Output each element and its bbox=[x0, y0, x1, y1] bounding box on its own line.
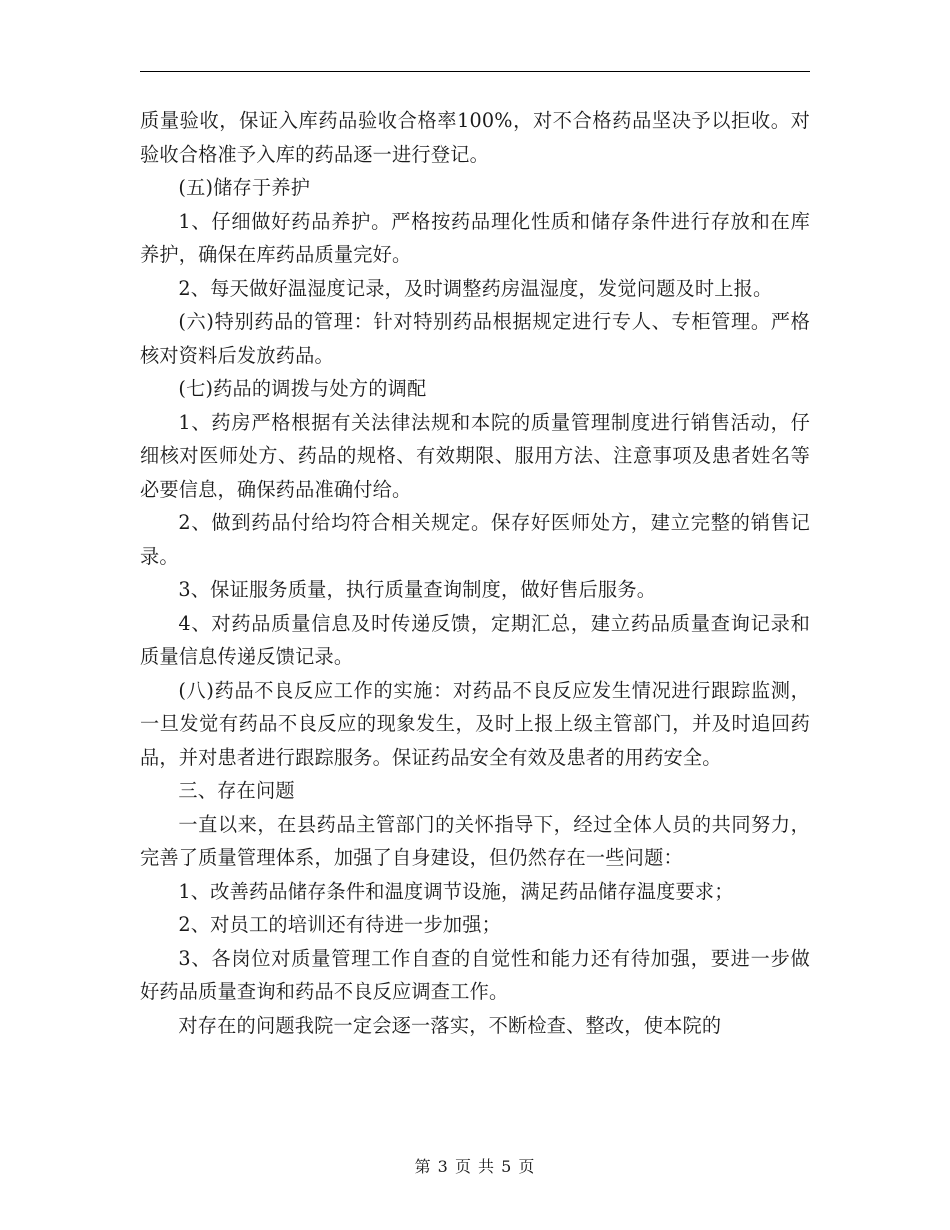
paragraph: 1、改善药品储存条件和温度调节设施，满足药品储存温度要求； bbox=[178, 879, 734, 903]
paragraph: 一直以来，在县药品主管部门的关怀指导下，经过全体人员的共同努力，完善了质量管理体系，加强了自身建设，但仍然存在一些问题： bbox=[140, 812, 810, 869]
paragraph: 2、每天做好温湿度记录，及时调整药房温湿度，发觉问题及时上报。 bbox=[178, 276, 773, 300]
paragraph: 2、对员工的培训还有待进一步加强； bbox=[178, 913, 501, 936]
section-heading: (五)储存于养护 bbox=[178, 176, 311, 199]
page-number: 第 3 页 共 5 页 bbox=[414, 1157, 536, 1176]
paragraph: 1、仔细做好药品养护。严格按药品理化性质和储存条件进行存放和在库养护，确保在库药品质量完好。 bbox=[140, 209, 810, 266]
document-body bbox=[140, 104, 810, 1042]
paragraph: 3、各岗位对质量管理工作自查的自觉性和能力还有待加强，要进一步做好药品质量查询和药品不良反应调查工作。 bbox=[140, 946, 810, 1003]
header-rule bbox=[140, 71, 810, 72]
paragraph: 2、做到药品付给均符合相关规定。保存好医师处方，建立完整的销售记录。 bbox=[140, 511, 810, 568]
paragraph: (八)药品不良反应工作的实施：对药品不良反应发生情况进行跟踪监测，一旦发觉有药品不良反应的现象发生，及时上报上级主管部门，并及时追回药品，并对患者进行跟踪服务。保证药品安全有效及患者的用药安全。 bbox=[140, 678, 810, 769]
paragraph: (六)特别药品的管理：针对特别药品根据规定进行专人、专柜管理。严格核对资料后发放药品。 bbox=[140, 310, 810, 367]
paragraph: 1、药房严格根据有关法律法规和本院的质量管理制度进行销售活动，仔细核对医师处方、药品的规格、有效期限、服用方法、注意事项及患者姓名等必要信息，确保药品准确付给。 bbox=[140, 410, 810, 501]
paragraph: 3、保证服务质量，执行质量查询制度，做好售后服务。 bbox=[178, 578, 657, 601]
section-heading: 三、存在问题 bbox=[178, 779, 295, 802]
paragraph: 质量验收，保证入库药品验收合格率100%，对不合格药品坚决予以拒收。对验收合格准予入库的药品逐一进行登记。 bbox=[140, 109, 810, 166]
paragraph: 对存在的问题我院一定会逐一落实，不断检查、整改，使本院的 bbox=[178, 1013, 722, 1037]
paragraph: 4、对药品质量信息及时传递反馈，定期汇总，建立药品质量查询记录和质量信息传递反馈记录。 bbox=[140, 611, 810, 668]
section-heading: (七)药品的调拨与处方的调配 bbox=[178, 377, 427, 400]
